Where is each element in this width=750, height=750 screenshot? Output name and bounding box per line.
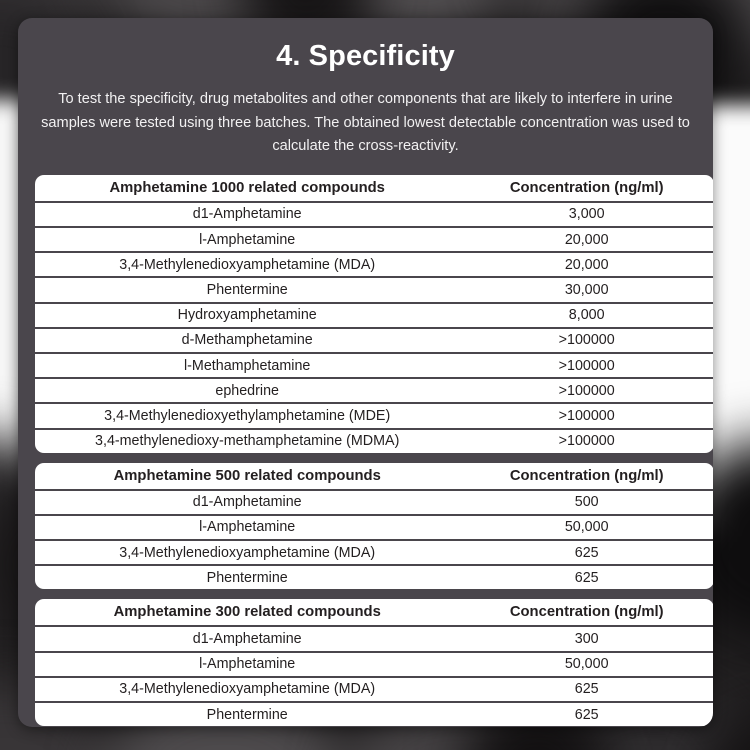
cell-compound: Hydroxyamphetamine bbox=[35, 302, 459, 327]
cell-compound: d1-Amphetamine bbox=[35, 489, 459, 514]
column-header-concentration: Concentration (ng/ml) bbox=[459, 175, 713, 201]
cell-concentration: 8,000 bbox=[459, 302, 713, 327]
cell-concentration: 50,000 bbox=[459, 651, 713, 676]
column-header-compound: Amphetamine 500 related compounds bbox=[35, 463, 459, 489]
cell-compound: l-Amphetamine bbox=[35, 514, 459, 539]
cell-compound: l-Amphetamine bbox=[35, 651, 459, 676]
table-row bbox=[35, 428, 713, 453]
cell-compound: 3,4-Methylenedioxyamphetamine (MDA) bbox=[35, 539, 459, 564]
page-title: 4. Specificity bbox=[276, 40, 455, 72]
table-header-row bbox=[35, 463, 713, 489]
table-row bbox=[35, 327, 713, 352]
table-row bbox=[35, 276, 713, 301]
table-row bbox=[35, 251, 713, 276]
cell-compound: l-Amphetamine bbox=[35, 226, 459, 251]
table-row bbox=[35, 226, 713, 251]
cell-compound: 3,4-Methylenedioxyethylamphetamine (MDE) bbox=[35, 402, 459, 427]
table-header-row bbox=[35, 599, 713, 625]
cell-concentration: 3,000 bbox=[459, 201, 713, 226]
cell-concentration: 625 bbox=[459, 539, 713, 564]
cell-compound: 3,4-methylenedioxy-methamphetamine (MDMA) bbox=[35, 428, 459, 453]
cell-compound: Phentermine bbox=[35, 276, 459, 301]
table-header-row bbox=[35, 175, 713, 201]
table-row bbox=[35, 302, 713, 327]
table-row bbox=[35, 676, 713, 701]
table-amphetamine-1000 bbox=[35, 175, 713, 453]
cell-concentration: >100000 bbox=[459, 327, 713, 352]
table-row bbox=[35, 651, 713, 676]
table-row bbox=[35, 564, 713, 589]
cell-compound: 3,4-Methylenedioxyamphetamine (MDA) bbox=[35, 251, 459, 276]
table-row bbox=[35, 625, 713, 650]
table-row bbox=[35, 514, 713, 539]
column-header-concentration: Concentration (ng/ml) bbox=[459, 463, 713, 489]
cell-concentration: 20,000 bbox=[459, 251, 713, 276]
table-row bbox=[35, 201, 713, 226]
table-row bbox=[35, 352, 713, 377]
cell-compound: ephedrine bbox=[35, 377, 459, 402]
cell-compound: Phentermine bbox=[35, 701, 459, 726]
column-header-concentration: Concentration (ng/ml) bbox=[459, 599, 713, 625]
cell-concentration: 625 bbox=[459, 676, 713, 701]
table-amphetamine-300 bbox=[35, 599, 713, 726]
content-card bbox=[18, 18, 713, 727]
column-header-compound: Amphetamine 300 related compounds bbox=[35, 599, 459, 625]
cell-concentration: >100000 bbox=[459, 377, 713, 402]
cell-concentration: 50,000 bbox=[459, 514, 713, 539]
cell-concentration: 625 bbox=[459, 701, 713, 726]
table-amphetamine-500 bbox=[35, 463, 713, 590]
cell-concentration: >100000 bbox=[459, 352, 713, 377]
cell-concentration: 300 bbox=[459, 625, 713, 650]
cell-compound: 3,4-Methylenedioxyamphetamine (MDA) bbox=[35, 676, 459, 701]
cell-concentration: 20,000 bbox=[459, 226, 713, 251]
cell-compound: l-Methamphetamine bbox=[35, 352, 459, 377]
cell-compound: Phentermine bbox=[35, 564, 459, 589]
table-row bbox=[35, 539, 713, 564]
table-row bbox=[35, 701, 713, 726]
table-row bbox=[35, 489, 713, 514]
intro-paragraph: To test the specificity, drug metabolites and other components that are likely to interfere in urine samples were tested using three batches. The obtained lowest detectable concentration was used to calculate the cross-reactivity. bbox=[41, 90, 690, 155]
column-header-compound: Amphetamine 1000 related compounds bbox=[35, 175, 459, 201]
cell-concentration: 500 bbox=[459, 489, 713, 514]
cell-compound: d1-Amphetamine bbox=[35, 201, 459, 226]
cell-compound: d-Methamphetamine bbox=[35, 327, 459, 352]
cell-concentration: >100000 bbox=[459, 428, 713, 453]
table-row bbox=[35, 402, 713, 427]
cell-concentration: >100000 bbox=[459, 402, 713, 427]
cell-compound: d1-Amphetamine bbox=[35, 625, 459, 650]
table-row bbox=[35, 377, 713, 402]
cell-concentration: 30,000 bbox=[459, 276, 713, 301]
cell-concentration: 625 bbox=[459, 564, 713, 589]
